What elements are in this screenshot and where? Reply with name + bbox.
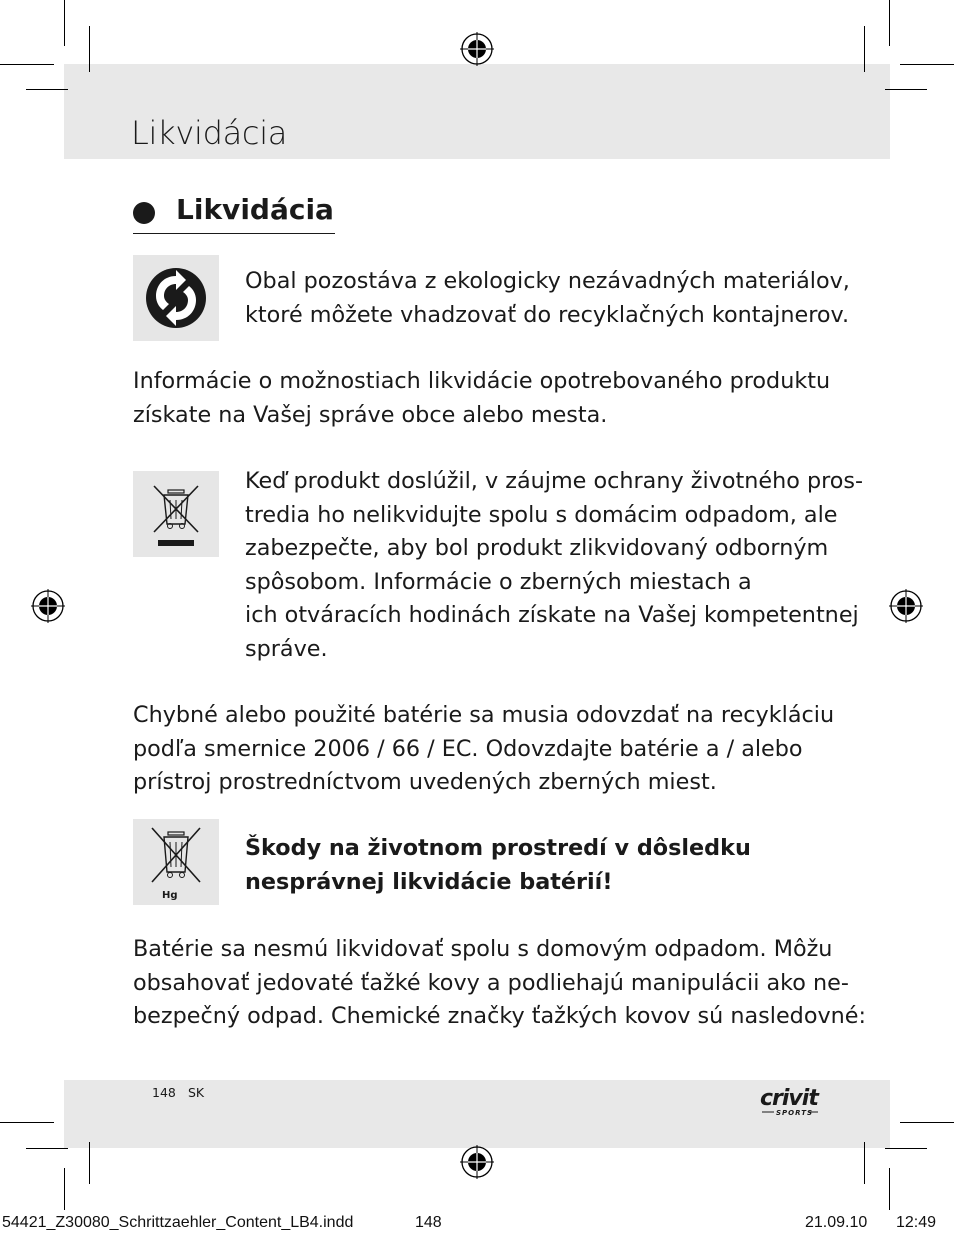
crop-mark xyxy=(864,1142,865,1184)
crop-mark xyxy=(26,89,68,90)
slug-date: 21.09.10 xyxy=(805,1214,868,1231)
page-number: 148 xyxy=(152,1085,176,1100)
registration-mark-icon xyxy=(460,32,494,66)
hg-label: Hg xyxy=(162,890,178,901)
crop-mark xyxy=(64,0,65,46)
paragraph: Batérie sa nesmú likvidovať spolu s domovým odpadom. Môžu obsahovať jedovaté ťažké kovy a podliehajú manipulácii ako ne- bezpečný odpad. Chemické značky ťažkých kovov sú nasledovné: xyxy=(133,936,867,1029)
paragraph: Chybné alebo použité batérie sa musia odovzdať na recykláciu podľa smernice 2006 / 66 / EC. Odovzdajte batérie a / alebo prístroj prostredníctvom uvedených zberných miest. xyxy=(133,702,835,795)
crop-mark xyxy=(26,1148,68,1149)
section-heading xyxy=(133,191,335,234)
crop-mark xyxy=(900,1122,954,1123)
crop-mark xyxy=(0,1122,54,1123)
warning-heading: Škody na životnom prostredí v dôsledku nesprávnej likvidácie batérií! xyxy=(245,835,751,895)
slug-time: 12:49 xyxy=(896,1214,937,1231)
bullet-icon xyxy=(133,202,155,224)
crop-mark xyxy=(64,1168,65,1210)
paragraph: Keď produkt doslúžil, v záujme ochrany životného pros- tredia ho nelikvidujte spolu s domácim odpadom, ale zabezpečte, aby bol produkt zlikvidovaný odborným spôsobom. Informácie o zberných miestach a ich otváracích hodinách získate na Vašej kompetentnej správe. xyxy=(245,468,864,662)
crop-mark xyxy=(89,1142,90,1184)
language-code: SK xyxy=(188,1085,205,1100)
running-head: Likvidácia xyxy=(131,114,288,152)
crossed-out-wheelie-bin-icon xyxy=(133,471,219,557)
green-dot-recycling-icon xyxy=(133,255,219,341)
svg-text:crivit: crivit xyxy=(760,1086,818,1111)
registration-mark-icon xyxy=(460,1145,494,1179)
crop-mark xyxy=(889,1168,890,1210)
slug-page: 148 xyxy=(415,1214,442,1231)
crop-mark xyxy=(889,0,890,46)
crop-mark xyxy=(0,64,54,65)
crop-mark xyxy=(885,89,927,90)
paragraph: Obal pozostáva z ekologicky nezávadných materiálov, ktoré môžete vhadzovať do recyklačných kontajnerov. xyxy=(245,268,850,328)
crop-mark xyxy=(885,1148,927,1149)
crossed-out-bin-hg-icon xyxy=(133,819,219,905)
crop-mark xyxy=(864,26,865,72)
registration-mark-icon xyxy=(31,589,65,623)
svg-text:SPORTS: SPORTS xyxy=(776,1109,814,1117)
registration-mark-icon xyxy=(889,589,923,623)
paragraph: Informácie o možnostiach likvidácie opotrebovaného produktu získate na Vašej správe obce alebo mesta. xyxy=(133,368,831,428)
crop-mark xyxy=(900,64,954,65)
crop-mark xyxy=(89,26,90,72)
section-title: Likvidácia xyxy=(176,193,334,226)
crivit-logo xyxy=(758,1083,824,1119)
slug-filename: 54421_Z30080_Schrittzaehler_Content_LB4.indd xyxy=(2,1214,354,1231)
